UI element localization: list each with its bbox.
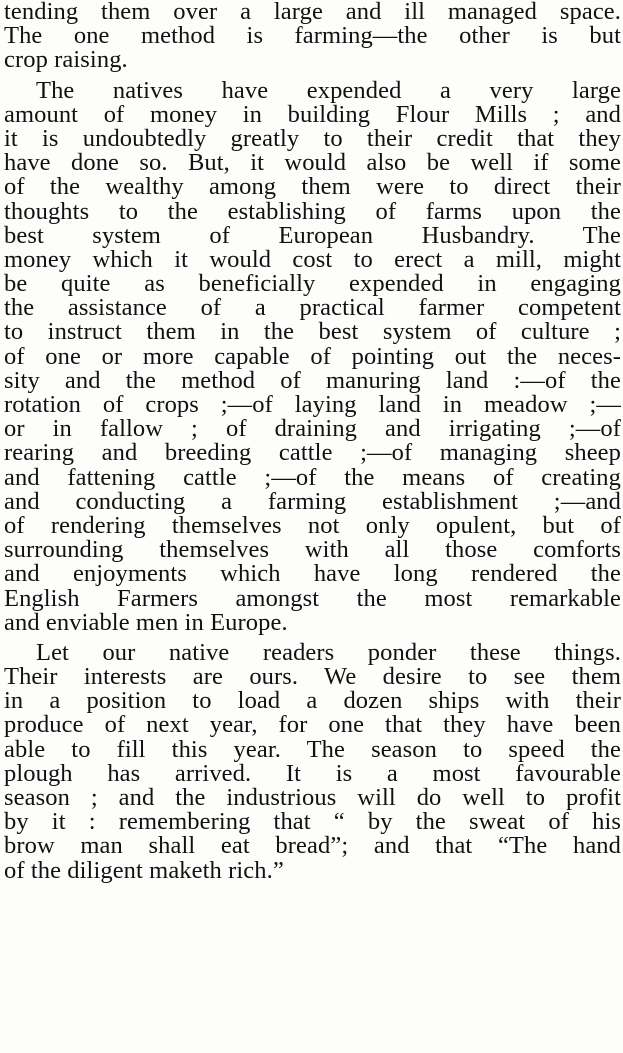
- text-line: of the diligent maketh rich.”: [4, 858, 284, 883]
- text-line: and enviable men in Europe.: [4, 610, 288, 635]
- text-line: best system of European Husbandry. The: [4, 223, 621, 248]
- paragraph-2: [4, 79, 621, 635]
- text-line: by it : remembering that “ by the sweat of his: [4, 810, 621, 835]
- text-line: produce of next year, for one that they have been: [4, 713, 621, 738]
- text-line: money which it would cost to erect a mill, might: [4, 247, 621, 273]
- text-line: crop raising.: [4, 48, 128, 73]
- paragraph-3: [4, 641, 621, 883]
- text-line: and enjoyments which have long rendered the: [4, 562, 621, 587]
- text-line: or in fallow ; of draining and irrigating ;—of: [4, 417, 621, 442]
- text-line: sity and the method of manuring land :—of the: [4, 368, 621, 393]
- text-line: of the wealthy among them were to direct their: [4, 175, 621, 200]
- text-line: thoughts to the establishing of farms upon the: [4, 199, 621, 224]
- text-line: amount of money in building Flour Mills ; and: [4, 102, 621, 127]
- text-line: the assistance of a practical farmer competent: [4, 296, 621, 321]
- text-line: The natives have expended a very large: [36, 78, 621, 103]
- text-line: brow man shall eat bread”; and that “The hand: [4, 834, 621, 859]
- text-line: rotation of crops ;—of laying land in meadow ;—: [4, 393, 621, 418]
- text-line: English Farmers amongst the most remarkable: [4, 586, 621, 611]
- text-line: Let our native readers ponder these things.: [36, 640, 621, 666]
- text-line: The one method is farming—the other is but: [4, 24, 621, 49]
- text-line: season ; and the industrious will do well to profit: [4, 786, 621, 811]
- text-line: to instruct them in the best system of culture ;: [4, 320, 621, 345]
- text-line: of rendering themselves not only opulent, but of: [4, 513, 621, 539]
- text-line: and conducting a farming establishment ;—and: [4, 489, 621, 514]
- text-line: rearing and breeding cattle ;—of managing sheep: [4, 441, 621, 466]
- text-line: able to fill this year. The season to speed the: [4, 737, 621, 762]
- text-line: have done so. But, it would also be well if some: [4, 151, 621, 176]
- article-column: [4, 0, 621, 883]
- paragraph-1: [4, 0, 621, 73]
- text-line: be quite as beneficially expended in engaging: [4, 272, 621, 297]
- text-line: of one or more capable of pointing out the neces-: [4, 344, 621, 369]
- text-line: in a position to load a dozen ships with their: [4, 689, 621, 714]
- text-line: tending them over a large and ill managed space.: [4, 0, 621, 25]
- text-line: plough has arrived. It is a most favourable: [4, 761, 621, 786]
- text-line: Their interests are ours. We desire to see them: [4, 665, 621, 690]
- text-line: it is undoubtedly greatly to their credit that they: [4, 126, 621, 152]
- text-line: and fattening cattle ;—of the means of creating: [4, 465, 621, 490]
- text-line: surrounding themselves with all those comforts: [4, 538, 621, 563]
